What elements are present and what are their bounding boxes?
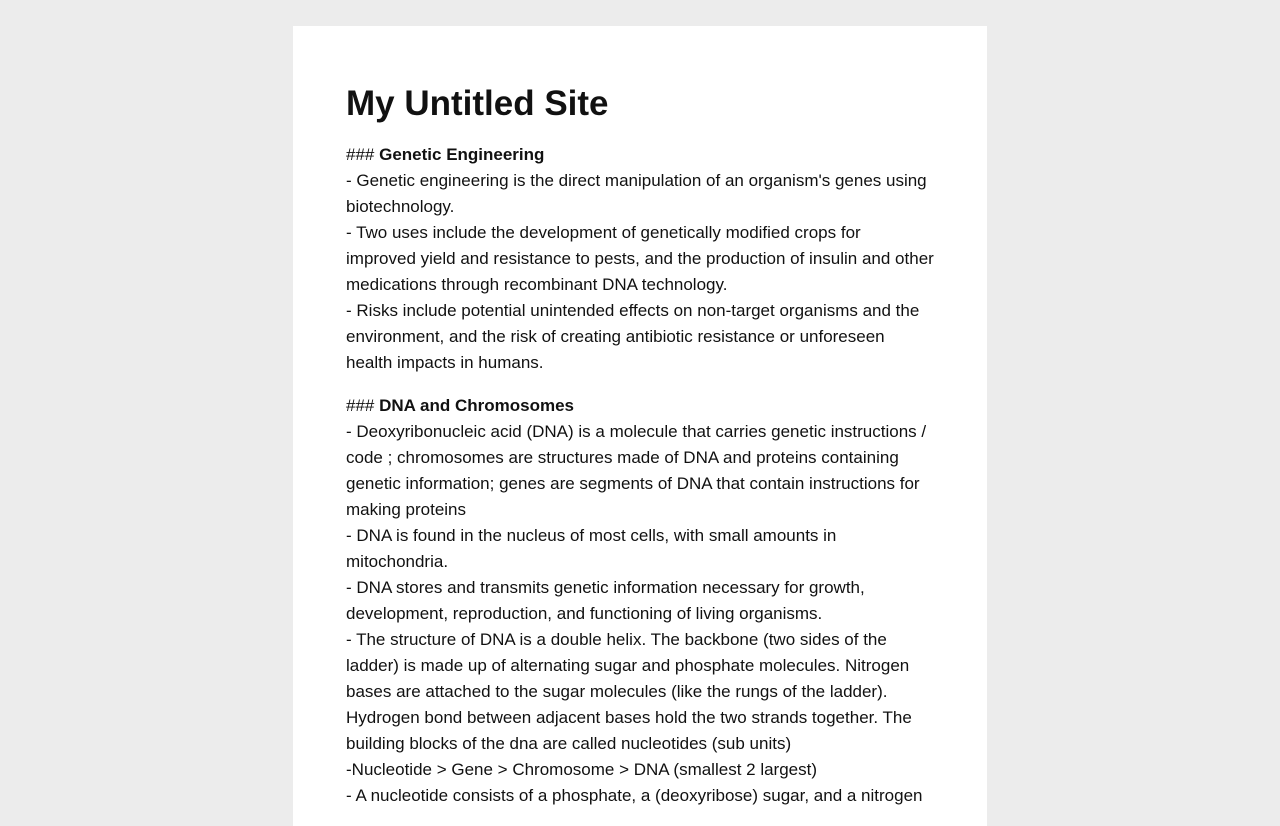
- section-dna-and-chromosomes: [346, 393, 935, 809]
- paragraph-line: - Genetic engineering is the direct manipulation of an organism's genes using biotechnology.: [346, 171, 927, 216]
- paragraph-line: - Deoxyribonucleic acid (DNA) is a molecule that carries genetic instructions / code ; chromosomes are structures made of DNA and proteins containing genetic information; genes are segments of DNA that contain instructions for making proteins: [346, 422, 927, 519]
- section-heading: [346, 142, 935, 168]
- section-heading: [346, 393, 935, 419]
- paragraph-line: - Risks include potential unintended effects on non-target organisms and the environment, and the risk of creating antibiotic resistance or unforeseen health impacts in humans.: [346, 301, 920, 372]
- paragraph-line: - Two uses include the development of genetically modified crops for improved yield and resistance to pests, and the production of insulin and other medications through recombinant DNA technology.: [346, 223, 934, 294]
- heading-hashes: ###: [346, 396, 375, 415]
- paragraph-line: - DNA stores and transmits genetic information necessary for growth, development, reproduction, and functioning of living organisms.: [346, 578, 865, 623]
- paragraph-line: - The structure of DNA is a double helix. The backbone (two sides of the ladder) is made up of alternating sugar and phosphate molecules. Nitrogen bases are attached to the sugar molecules (like the rungs of the ladder). Hydrogen bond between adjacent bases hold the two strands together. The building blocks of the dna are called nucleotides (sub units): [346, 630, 912, 753]
- page-card: [293, 26, 987, 826]
- heading-hashes: ###: [346, 145, 375, 164]
- heading-text: DNA and Chromosomes: [379, 396, 575, 415]
- paragraph-line: - A nucleotide consists of a phosphate, a (deoxyribose) sugar, and a nitrogen: [346, 786, 923, 805]
- paragraph-line: -Nucleotide > Gene > Chromosome > DNA (smallest 2 largest): [346, 760, 818, 779]
- site-title: My Untitled Site: [346, 84, 609, 123]
- section-genetic-engineering: [346, 142, 935, 376]
- paragraph-line: - DNA is found in the nucleus of most cells, with small amounts in mitochondria.: [346, 526, 837, 571]
- heading-text: Genetic Engineering: [379, 145, 545, 164]
